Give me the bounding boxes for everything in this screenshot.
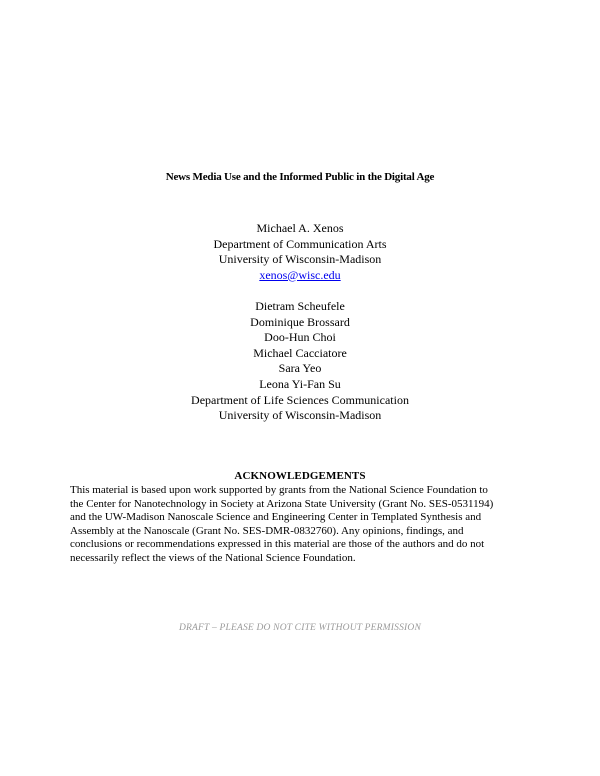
paper-title: News Media Use and the Informed Public in the Digital Age bbox=[165, 171, 435, 183]
acknowledgements-line: and the UW-Madison Nanoscale Science and Engineering Center in Templated Synthesis and bbox=[70, 511, 482, 524]
coauthor-name: Michael Cacciatore bbox=[253, 345, 347, 360]
coauthor-name: Sara Yeo bbox=[278, 361, 322, 376]
first-author-institution: University of Wisconsin-Madison bbox=[218, 252, 382, 267]
acknowledgements-line: necessarily reflect the views of the National Science Foundation. bbox=[70, 551, 356, 564]
acknowledgements-line: the Center for Nanotechnology in Society at Arizona State University (Grant No. SES-0531194) bbox=[70, 497, 494, 510]
first-author-block bbox=[0, 221, 600, 283]
acknowledgements-line: Assembly at the Nanoscale (Grant No. SES-DMR-0832760). Any opinions, findings, and bbox=[70, 524, 464, 537]
acknowledgements-line: conclusions or recommendations expressed in this material are those of the authors and do not bbox=[70, 538, 485, 551]
acknowledgements-body bbox=[70, 484, 540, 566]
first-author-email-link[interactable]: xenos@wisc.edu bbox=[259, 267, 341, 282]
coauthor-department: Department of Life Sciences Communication bbox=[191, 392, 409, 407]
coauthor-name: Dominique Brossard bbox=[250, 314, 350, 329]
coauthor-block bbox=[0, 299, 600, 424]
draft-notice: DRAFT – PLEASE DO NOT CITE WITHOUT PERMISSION bbox=[178, 623, 422, 633]
first-author-name: Michael A. Xenos bbox=[256, 221, 344, 235]
first-author-department: Department of Communication Arts bbox=[213, 236, 387, 251]
coauthor-name: Doo-Hun Choi bbox=[264, 330, 336, 345]
coauthor-name: Dietram Scheufele bbox=[255, 299, 345, 313]
coauthor-institution: University of Wisconsin-Madison bbox=[218, 408, 382, 423]
acknowledgements-heading: ACKNOWLEDGEMENTS bbox=[234, 470, 366, 482]
coauthor-name: Leona Yi-Fan Su bbox=[259, 376, 341, 391]
acknowledgements-line: This material is based upon work supported by grants from the National Science Foundation to bbox=[70, 484, 488, 496]
